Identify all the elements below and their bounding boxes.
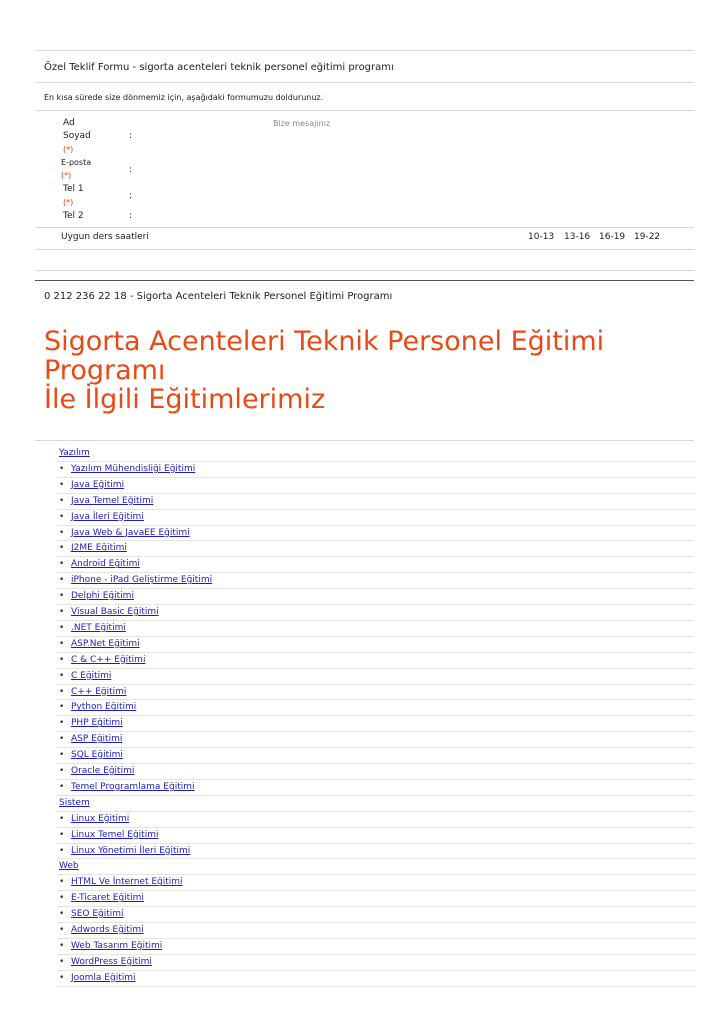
bullet-icon: • [59,702,65,713]
course-link[interactable]: SQL Eğitimi [71,750,123,761]
course-link[interactable]: ASP Eğitimi [71,734,123,745]
phone-line: 0 212 236 22 18 - Sigorta Acenteleri Teknik Personel Eğitimi Programı [44,291,393,302]
bullet-icon: • [59,972,65,983]
required-mark: (*) [61,171,72,180]
bullet-icon: • [59,575,65,586]
course-link[interactable]: HTML Ve İnternet Eğitimi [71,877,183,888]
field-label-tel2: Tel 2 [63,211,84,221]
bullet-icon: • [59,893,65,904]
form-subtitle: En kısa sürede size dönmemiz için, aşağıdaki formumuzu doldurunuz. [44,93,324,102]
list-item [59,874,183,890]
bullet-icon: • [59,718,65,729]
bullet-icon: • [59,638,65,649]
bullet-icon: • [59,845,65,856]
bullet-icon: • [59,479,65,490]
list-item [59,954,152,970]
list-item [59,938,162,954]
bullet-icon: • [59,495,65,506]
course-link[interactable]: Delphi Eğitimi [71,591,134,602]
bullet-icon: • [59,559,65,570]
required-mark: (*) [63,145,74,154]
bullet-icon: • [59,766,65,776]
row-divider [57,636,694,637]
bullet-icon: • [59,877,65,888]
row-divider [57,763,694,764]
list-item [59,461,195,477]
course-link[interactable]: .NET Eğitimi [71,622,126,633]
course-link[interactable]: ASP.Net Eğitimi [71,638,140,649]
row-divider [57,890,694,891]
row-divider [57,858,694,859]
list-item [59,922,144,938]
list-item [59,715,123,731]
course-link[interactable]: PHP Eğitimi [71,718,123,729]
course-link[interactable]: Joomla Eğitimi [71,972,136,983]
page-heading [44,327,684,414]
list-item [59,525,190,541]
row-divider [57,795,694,796]
bullet-icon: • [59,781,65,792]
required-mark: (*) [63,198,74,207]
bullet-icon: • [59,622,65,633]
bullet-icon: • [59,591,65,602]
divider [35,227,694,228]
course-link[interactable]: C & C++ Eğitimi [71,654,146,665]
field-label-eposta: E-posta [61,158,92,167]
eposta-input[interactable]: : [129,165,133,175]
hour-option[interactable]: 13-16 [564,232,591,242]
course-link[interactable]: Python Eğitimi [71,702,137,713]
bullet-icon: • [59,686,65,697]
bullet-icon: • [59,956,65,967]
field-label-tel1: Tel 1 [63,184,84,194]
hour-option[interactable]: 10-13 [528,232,555,242]
course-link[interactable]: WordPress Eğitimi [71,956,152,967]
course-link[interactable]: SEO Eğitimi [71,909,124,920]
row-divider [57,684,694,685]
row-divider [57,906,694,907]
bullet-icon: • [59,813,65,824]
tel1-input[interactable]: : [129,191,133,201]
field-label-ad: Ad [63,118,75,128]
list-item [59,604,159,620]
row-divider [57,811,694,812]
list-item [59,668,111,684]
heading-line: İle İlgili Eğitimlerimiz [44,384,326,415]
row-divider [57,715,694,716]
course-link[interactable]: Linux Temel Eğitimi [71,829,159,840]
row-divider [57,668,694,669]
course-link[interactable]: Visual Basic Eğitimi [71,607,159,617]
bullet-icon: • [59,654,65,665]
course-link[interactable]: Temel Programlama Eğitimi [71,781,195,792]
bullet-icon: • [59,463,65,474]
divider [35,249,694,250]
course-link[interactable]: Yazılım Mühendisliği Eğitimi [71,463,196,474]
row-divider [57,699,694,700]
list-item [59,843,190,859]
course-link[interactable]: E-Ticaret Eğitimi [71,893,144,904]
list-item [59,477,124,493]
course-link[interactable]: Oracle Eğitimi [71,766,135,776]
row-divider [57,731,694,732]
row-divider [57,556,694,557]
row-divider [57,509,694,510]
divider [35,110,694,111]
row-divider [57,652,694,653]
row-divider [57,588,694,589]
list-item [59,906,124,922]
category-heading[interactable]: Yazılım [59,448,90,458]
row-divider [57,922,694,923]
course-link[interactable]: Java İleri Eğitimi [71,511,144,522]
list-item [59,684,126,700]
bullet-icon: • [59,607,65,617]
tel2-input[interactable]: : [129,211,133,221]
soyad-input[interactable]: : [129,131,133,141]
row-divider [57,747,694,748]
category-heading[interactable]: Web [59,861,79,872]
heading-line: Sigorta Acenteleri Teknik Personel Eğitimi [44,326,605,357]
bullet-icon: • [59,734,65,745]
divider [35,440,694,441]
course-link[interactable]: Java Temel Eğitimi [71,495,154,506]
list-item [59,747,123,763]
course-link[interactable]: J2ME Eğitimi [71,543,127,554]
course-link[interactable]: Linux Yönetimi İleri Eğitimi [71,845,191,856]
list-item [59,556,140,572]
heading-line: Programı [44,355,166,386]
bullet-icon: • [59,543,65,554]
hour-option[interactable]: 19-22 [634,232,661,242]
list-item [59,572,212,588]
list-item [59,540,127,556]
list-item [59,588,134,604]
row-divider [57,954,694,955]
category-heading[interactable]: Sistem [59,797,90,808]
bullet-icon: • [59,527,65,538]
list-item [59,509,144,525]
list-item [59,620,126,636]
hour-option[interactable]: 16-19 [599,232,626,242]
divider [35,270,694,271]
bullet-icon: • [59,670,65,681]
course-link[interactable]: Adwords Eğitimi [71,925,144,935]
row-divider [57,970,694,971]
course-link[interactable]: C Eğitimi [71,670,112,681]
message-label: Bize mesajınız [273,119,331,128]
list-item [59,827,158,843]
field-label-soyad: Soyad [63,131,91,141]
list-item [59,763,134,779]
list-item [59,636,140,652]
list-item [59,731,122,747]
top-divider [35,50,694,51]
list-item [59,699,136,715]
row-divider [57,986,694,987]
course-link[interactable]: Web Tasarım Eğitimi [71,940,163,951]
list-item [59,970,136,986]
hours-label: Uygun ders saatleri [61,232,149,242]
bullet-icon: • [59,829,65,840]
course-link[interactable]: iPhone - iPad Geliştirme Eğitimi [71,575,213,586]
bullet-icon: • [59,940,65,951]
list-item [59,652,145,668]
row-divider [57,540,694,541]
course-link[interactable]: C++ Eğitimi [71,686,127,697]
list-item [59,890,144,906]
list-item [59,779,195,795]
list-item [59,811,129,827]
form-title: Özel Teklif Formu - sigorta acenteleri teknik personel eğitimi programı [44,62,394,73]
bullet-icon: • [59,511,65,522]
row-divider [57,477,694,478]
row-divider [57,620,694,621]
bullet-icon: • [59,925,65,935]
bullet-icon: • [59,909,65,920]
course-link[interactable]: Linux Eğitimi [71,813,130,824]
list-item [59,493,153,509]
course-link[interactable]: Java Eğitimi [71,479,125,490]
divider [35,82,694,83]
course-link[interactable]: Android Eğitimi [71,559,140,570]
section-divider [35,280,694,281]
course-link[interactable]: Java Web & JavaEE Eğitimi [71,527,190,538]
bullet-icon: • [59,750,65,761]
